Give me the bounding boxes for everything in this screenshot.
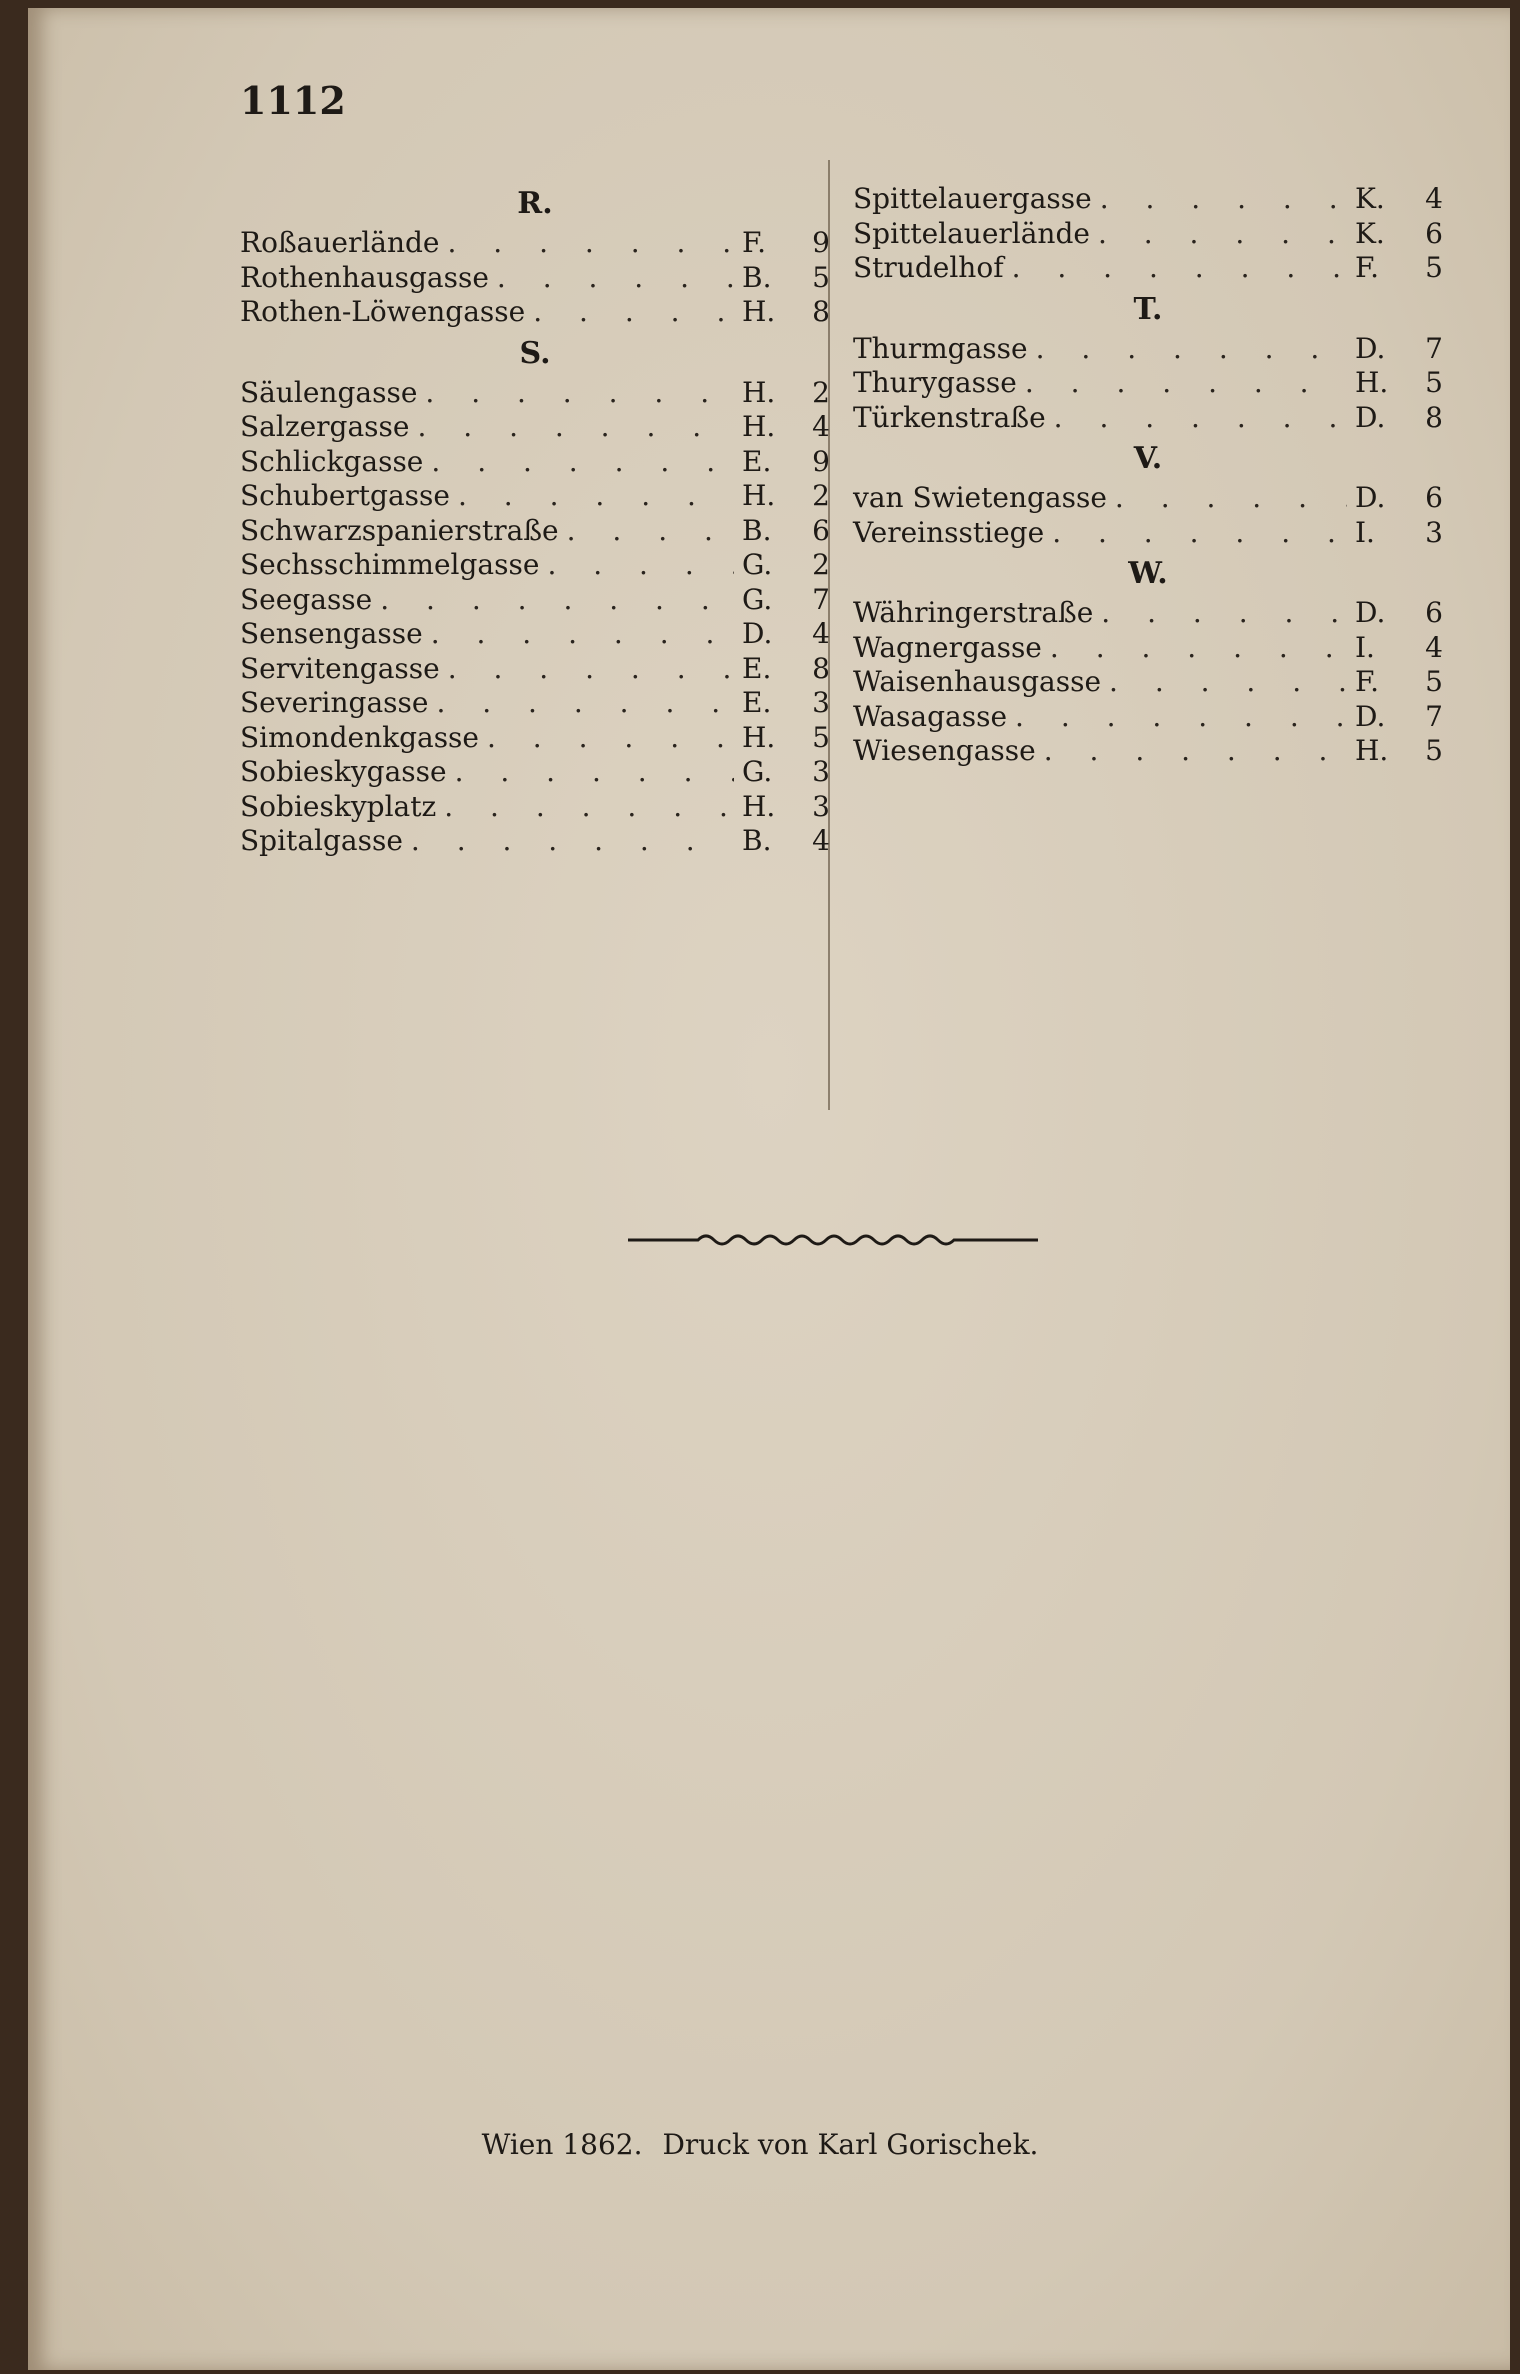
dot-leader (444, 790, 734, 825)
dot-leader (1052, 516, 1347, 551)
street-name: Rothenhausgasse (240, 260, 489, 294)
street-entry (240, 755, 830, 790)
section-number: 7 (1425, 699, 1443, 733)
street-entry (240, 514, 830, 549)
dot-leader (487, 721, 734, 756)
section-number: 6 (1425, 596, 1443, 629)
dot-leader (1109, 665, 1347, 700)
district-letter: H. (1355, 366, 1389, 399)
district-letter: G. (742, 755, 773, 788)
section-number: 4 (812, 824, 830, 857)
district-letter: I. (1355, 630, 1375, 664)
section-number: 8 (812, 295, 830, 328)
section-number: 4 (812, 410, 830, 443)
section-number: 5 (812, 260, 830, 294)
dot-leader (436, 686, 734, 721)
street-name: Wiesengasse (853, 734, 1036, 767)
dot-leader (1101, 596, 1347, 631)
district-letter: H. (742, 479, 776, 512)
street-name: Sensengasse (240, 617, 423, 650)
district-letter: F. (1355, 665, 1379, 698)
section-number: 3 (812, 755, 830, 788)
dot-leader (1098, 217, 1347, 252)
dot-leader (547, 548, 734, 583)
dot-leader (497, 261, 734, 296)
street-entry (853, 631, 1443, 666)
right-column (853, 182, 1443, 769)
section-number: 4 (812, 617, 830, 650)
street-name: Spitalgasse (240, 824, 403, 857)
district-letter: H. (742, 720, 776, 754)
dot-leader (455, 755, 734, 790)
street-name: Währingerstraße (853, 596, 1094, 629)
imprint-footer (0, 2128, 1520, 2161)
street-name: Türkenstraße (853, 400, 1046, 434)
street-entry (853, 217, 1443, 252)
dot-leader (380, 583, 734, 618)
district-letter: F. (1355, 251, 1379, 284)
district-letter: G. (742, 548, 773, 581)
dot-leader (533, 295, 734, 330)
street-entry (240, 261, 830, 296)
section-number: 6 (1425, 481, 1443, 514)
section-number: 9 (812, 444, 830, 478)
district-letter: D. (1355, 699, 1386, 733)
dot-leader (431, 445, 734, 480)
district-letter: H. (742, 295, 776, 328)
imprint-place-year: Wien 1862. (481, 2128, 643, 2161)
street-name: Schubertgasse (240, 479, 450, 512)
street-name: Roßauerlände (240, 226, 440, 259)
section-number: 3 (1425, 515, 1443, 549)
section-number: 2 (812, 479, 830, 512)
section-number: 5 (1425, 366, 1443, 399)
district-letter: I. (1355, 515, 1375, 549)
dot-leader (1054, 401, 1347, 436)
section-number: 7 (812, 582, 830, 616)
district-letter: E. (742, 651, 772, 685)
dot-leader (1115, 481, 1347, 516)
street-entry (240, 376, 830, 411)
street-entry (853, 182, 1443, 217)
district-letter: K. (1355, 216, 1385, 250)
street-entry (240, 686, 830, 721)
district-letter: E. (742, 444, 772, 478)
dot-leader (417, 410, 734, 445)
street-entry (853, 734, 1443, 769)
street-name: Sobieskyplatz (240, 789, 437, 823)
section-number: 5 (812, 720, 830, 754)
street-entry (240, 295, 830, 330)
street-name: Thurygasse (853, 366, 1017, 399)
street-name: van Swietengasse (853, 481, 1107, 514)
dot-leader (1015, 700, 1347, 735)
district-letter: K. (1355, 182, 1385, 215)
section-letter: T. (1133, 291, 1163, 327)
street-name: Seegasse (240, 582, 373, 616)
dot-leader (1025, 366, 1347, 401)
district-letter: F. (742, 226, 766, 259)
dot-leader (411, 824, 734, 859)
dot-leader (1044, 734, 1347, 769)
district-letter: H. (742, 789, 776, 823)
wavy-ornament (628, 1228, 1038, 1252)
section-number: 8 (812, 651, 830, 685)
page-number: 1112 (240, 78, 346, 123)
street-name: Rothen-Löwengasse (240, 295, 526, 328)
street-entry (240, 721, 830, 756)
street-entry (853, 366, 1443, 401)
street-name: Waisenhausgasse (853, 665, 1102, 698)
dot-leader (1012, 251, 1347, 286)
section-number: 5 (1425, 665, 1443, 698)
dot-leader (1050, 631, 1347, 666)
street-entry (853, 251, 1443, 286)
district-letter: G. (742, 582, 773, 616)
section-number: 4 (1425, 182, 1443, 215)
street-entry (240, 824, 830, 859)
street-entry (240, 583, 830, 618)
section-letter: W. (1128, 556, 1168, 591)
dot-leader (425, 376, 734, 411)
street-name: Salzergasse (240, 410, 410, 443)
section-letter: V. (1133, 441, 1163, 476)
section-number: 8 (1425, 400, 1443, 434)
street-entry (853, 401, 1443, 436)
street-entry (853, 332, 1443, 367)
district-letter: B. (742, 513, 772, 547)
street-name: Säulengasse (240, 375, 418, 409)
street-entry (240, 617, 830, 652)
street-entry (240, 790, 830, 825)
street-name: Servitengasse (240, 651, 440, 685)
street-name: Schlickgasse (240, 444, 424, 478)
section-number: 6 (1425, 216, 1443, 250)
dot-leader (448, 226, 735, 261)
street-name: Simondenkgasse (240, 720, 479, 754)
street-entry (240, 479, 830, 514)
section-number: 4 (1425, 630, 1443, 664)
dot-leader (458, 479, 734, 514)
street-name: Wagnergasse (853, 630, 1042, 664)
street-entry (853, 665, 1443, 700)
district-letter: H. (742, 375, 776, 409)
street-entry (240, 226, 830, 261)
dot-leader (1036, 332, 1347, 367)
section-number: 7 (1425, 331, 1443, 365)
street-name: Sechsschimmelgasse (240, 548, 540, 581)
section-letter: S. (519, 335, 551, 371)
dot-leader (448, 652, 734, 687)
district-letter: D. (1355, 481, 1386, 514)
dot-leader (1100, 182, 1347, 217)
dot-leader (431, 617, 734, 652)
district-letter: B. (742, 260, 772, 294)
dot-leader (567, 514, 734, 549)
street-entry (853, 481, 1443, 516)
section-number: 9 (812, 226, 830, 259)
street-entry (240, 410, 830, 445)
district-letter: D. (1355, 400, 1386, 434)
street-entry (853, 516, 1443, 551)
street-name: Spittelauergasse (853, 182, 1092, 215)
district-letter: D. (1355, 331, 1386, 365)
street-name: Severingasse (240, 686, 429, 719)
street-name: Spittelauerlände (853, 216, 1090, 250)
district-letter: H. (1355, 734, 1389, 767)
district-letter: D. (742, 617, 773, 650)
section-number: 5 (1425, 734, 1443, 767)
section-number: 2 (812, 375, 830, 409)
section-number: 5 (1425, 251, 1443, 284)
street-entry (240, 548, 830, 583)
street-name: Wasagasse (853, 699, 1008, 733)
section-number: 3 (812, 789, 830, 823)
district-letter: E. (742, 686, 772, 719)
section-number: 6 (812, 513, 830, 547)
imprint-printer: Druck von Karl Gorischek. (662, 2128, 1039, 2161)
street-entry (853, 596, 1443, 631)
street-name: Sobieskygasse (240, 755, 447, 788)
section-number: 3 (812, 686, 830, 719)
section-letter: R. (517, 186, 553, 221)
street-name: Schwarzspanierstraße (240, 513, 559, 547)
street-entry (240, 445, 830, 480)
district-letter: B. (742, 824, 772, 857)
district-letter: D. (1355, 596, 1386, 629)
street-entry (240, 652, 830, 687)
street-name: Vereinsstiege (853, 515, 1045, 549)
section-number: 2 (812, 548, 830, 581)
street-name: Strudelhof (853, 251, 1004, 284)
street-name: Thurmgasse (853, 331, 1028, 365)
district-letter: H. (742, 410, 776, 443)
street-entry (853, 700, 1443, 735)
left-column (240, 180, 830, 859)
